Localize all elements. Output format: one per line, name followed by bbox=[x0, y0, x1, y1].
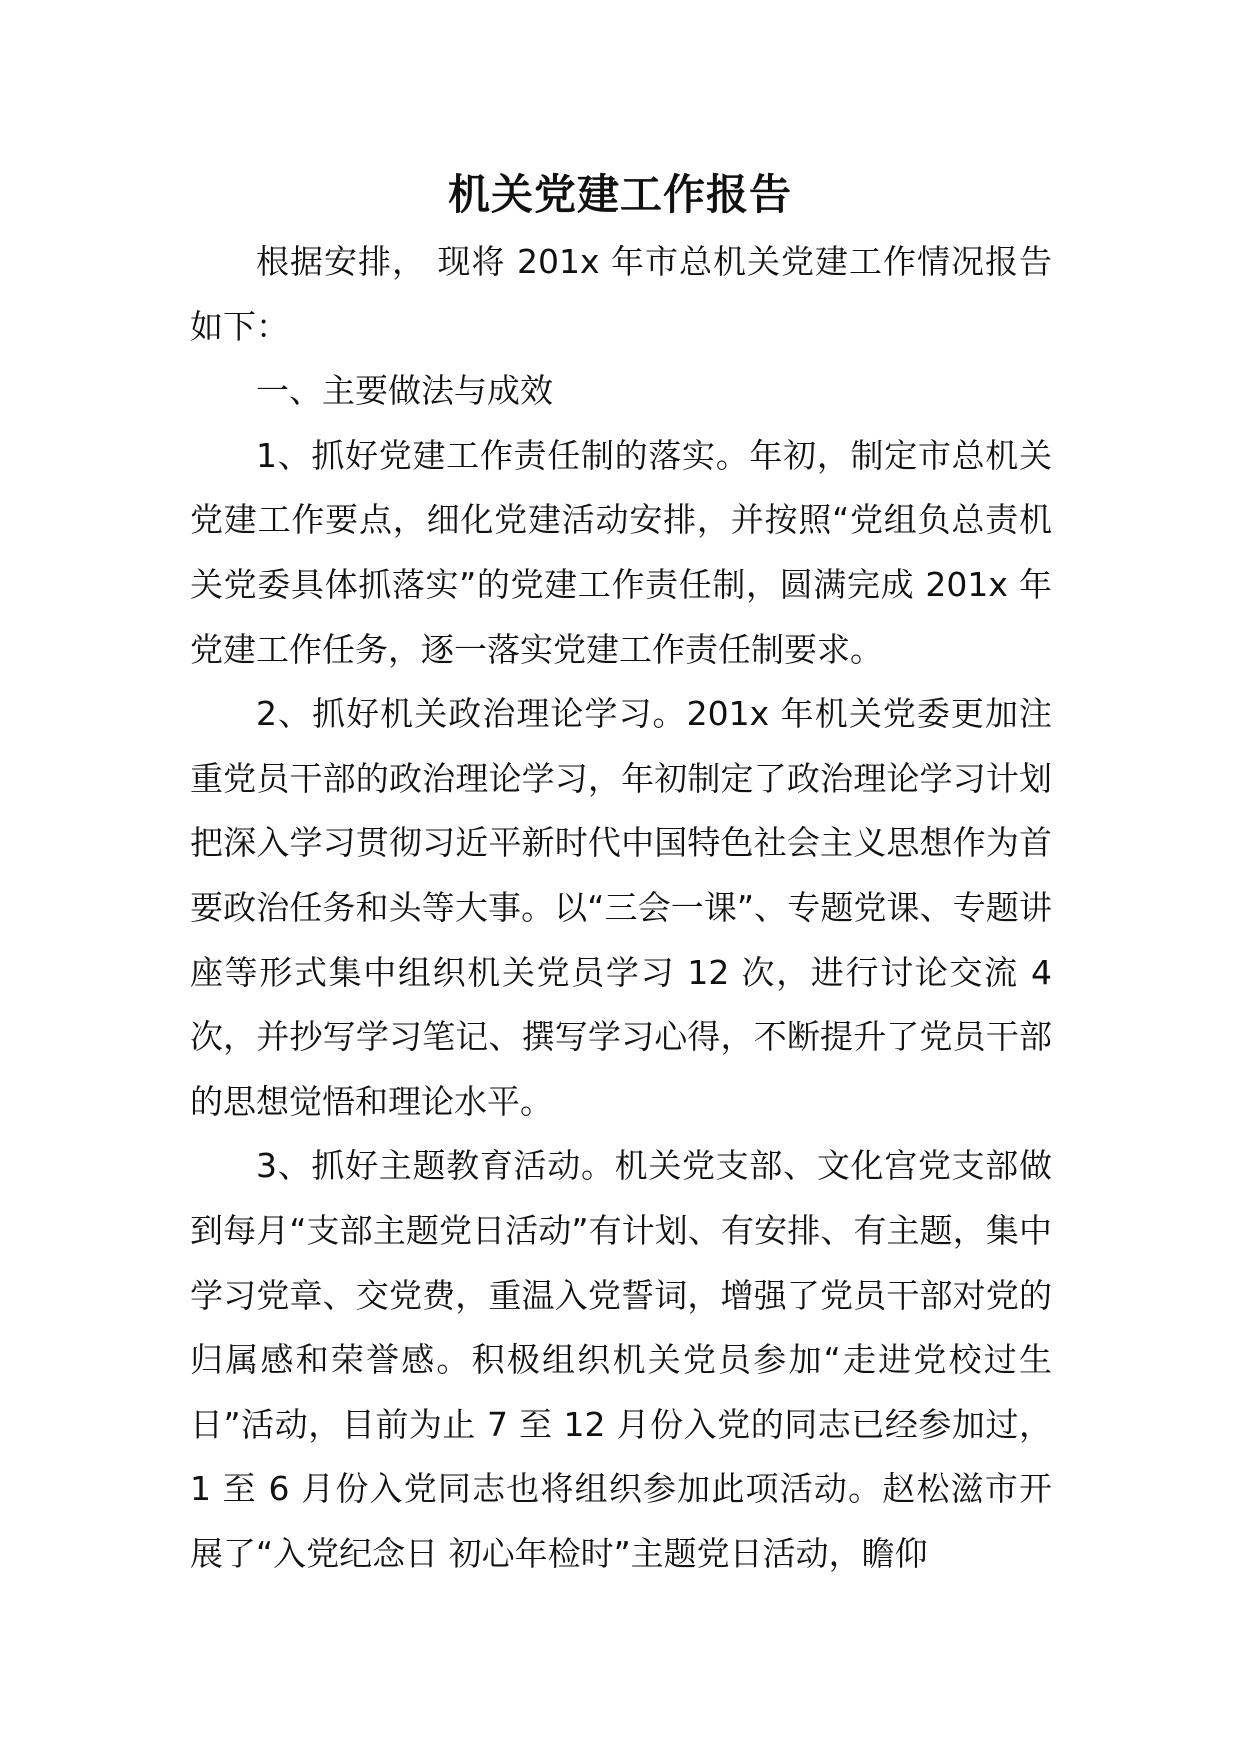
document-body bbox=[190, 230, 1052, 1586]
document-title: 机关党建工作报告 bbox=[447, 170, 792, 219]
section-heading: 一、主要做法与成效 bbox=[256, 371, 553, 411]
paragraph-item-3: 3、抓好主题教育活动。机关党支部、文化宫党支部做到每月“支部主题党日活动”有计划、有安排、有主题，集中学习党章、交党费，重温入党誓词，增强了党员干部对党的归属感和荣誉感。积极组织机关党员参加“走进党校过生日”活动，目前为止 7 至 12 月份入党的同志已经参加过，1 至 6 月份入党同志也将组织参加此项活动。赵松滋市开展了“入党纪念日 初心年检时”主题党日活动，瞻仰 bbox=[190, 1146, 1052, 1573]
paragraph-item-2: 2、抓好机关政治理论学习。201x 年机关党委更加注重党员干部的政治理论学习，年初制定了政治理论学习计划把深入学习贯彻习近平新时代中国特色社会主义思想作为首要政治任务和头等大事。以“三会一课”、专题党课、专题讲座等形式集中组织机关党员学习 12 次，进行讨论交流 4 次，并抄写学习笔记、撰写学习心得，不断提升了党员干部的思想觉悟和理论水平。 bbox=[190, 694, 1052, 1121]
paragraph-intro: 根据安排， 现将 201x 年市总机关党建工作情况报告如下： bbox=[190, 242, 1052, 346]
paragraph-item-1: 1、抓好党建工作责任制的落实。年初，制定市总机关党建工作要点，细化党建活动安排，并按照“党组负总责机关党委具体抓落实”的党建工作责任制，圆满完成 201x 年党建工作任务，逐一落实党建工作责任制要求。 bbox=[190, 435, 1052, 669]
